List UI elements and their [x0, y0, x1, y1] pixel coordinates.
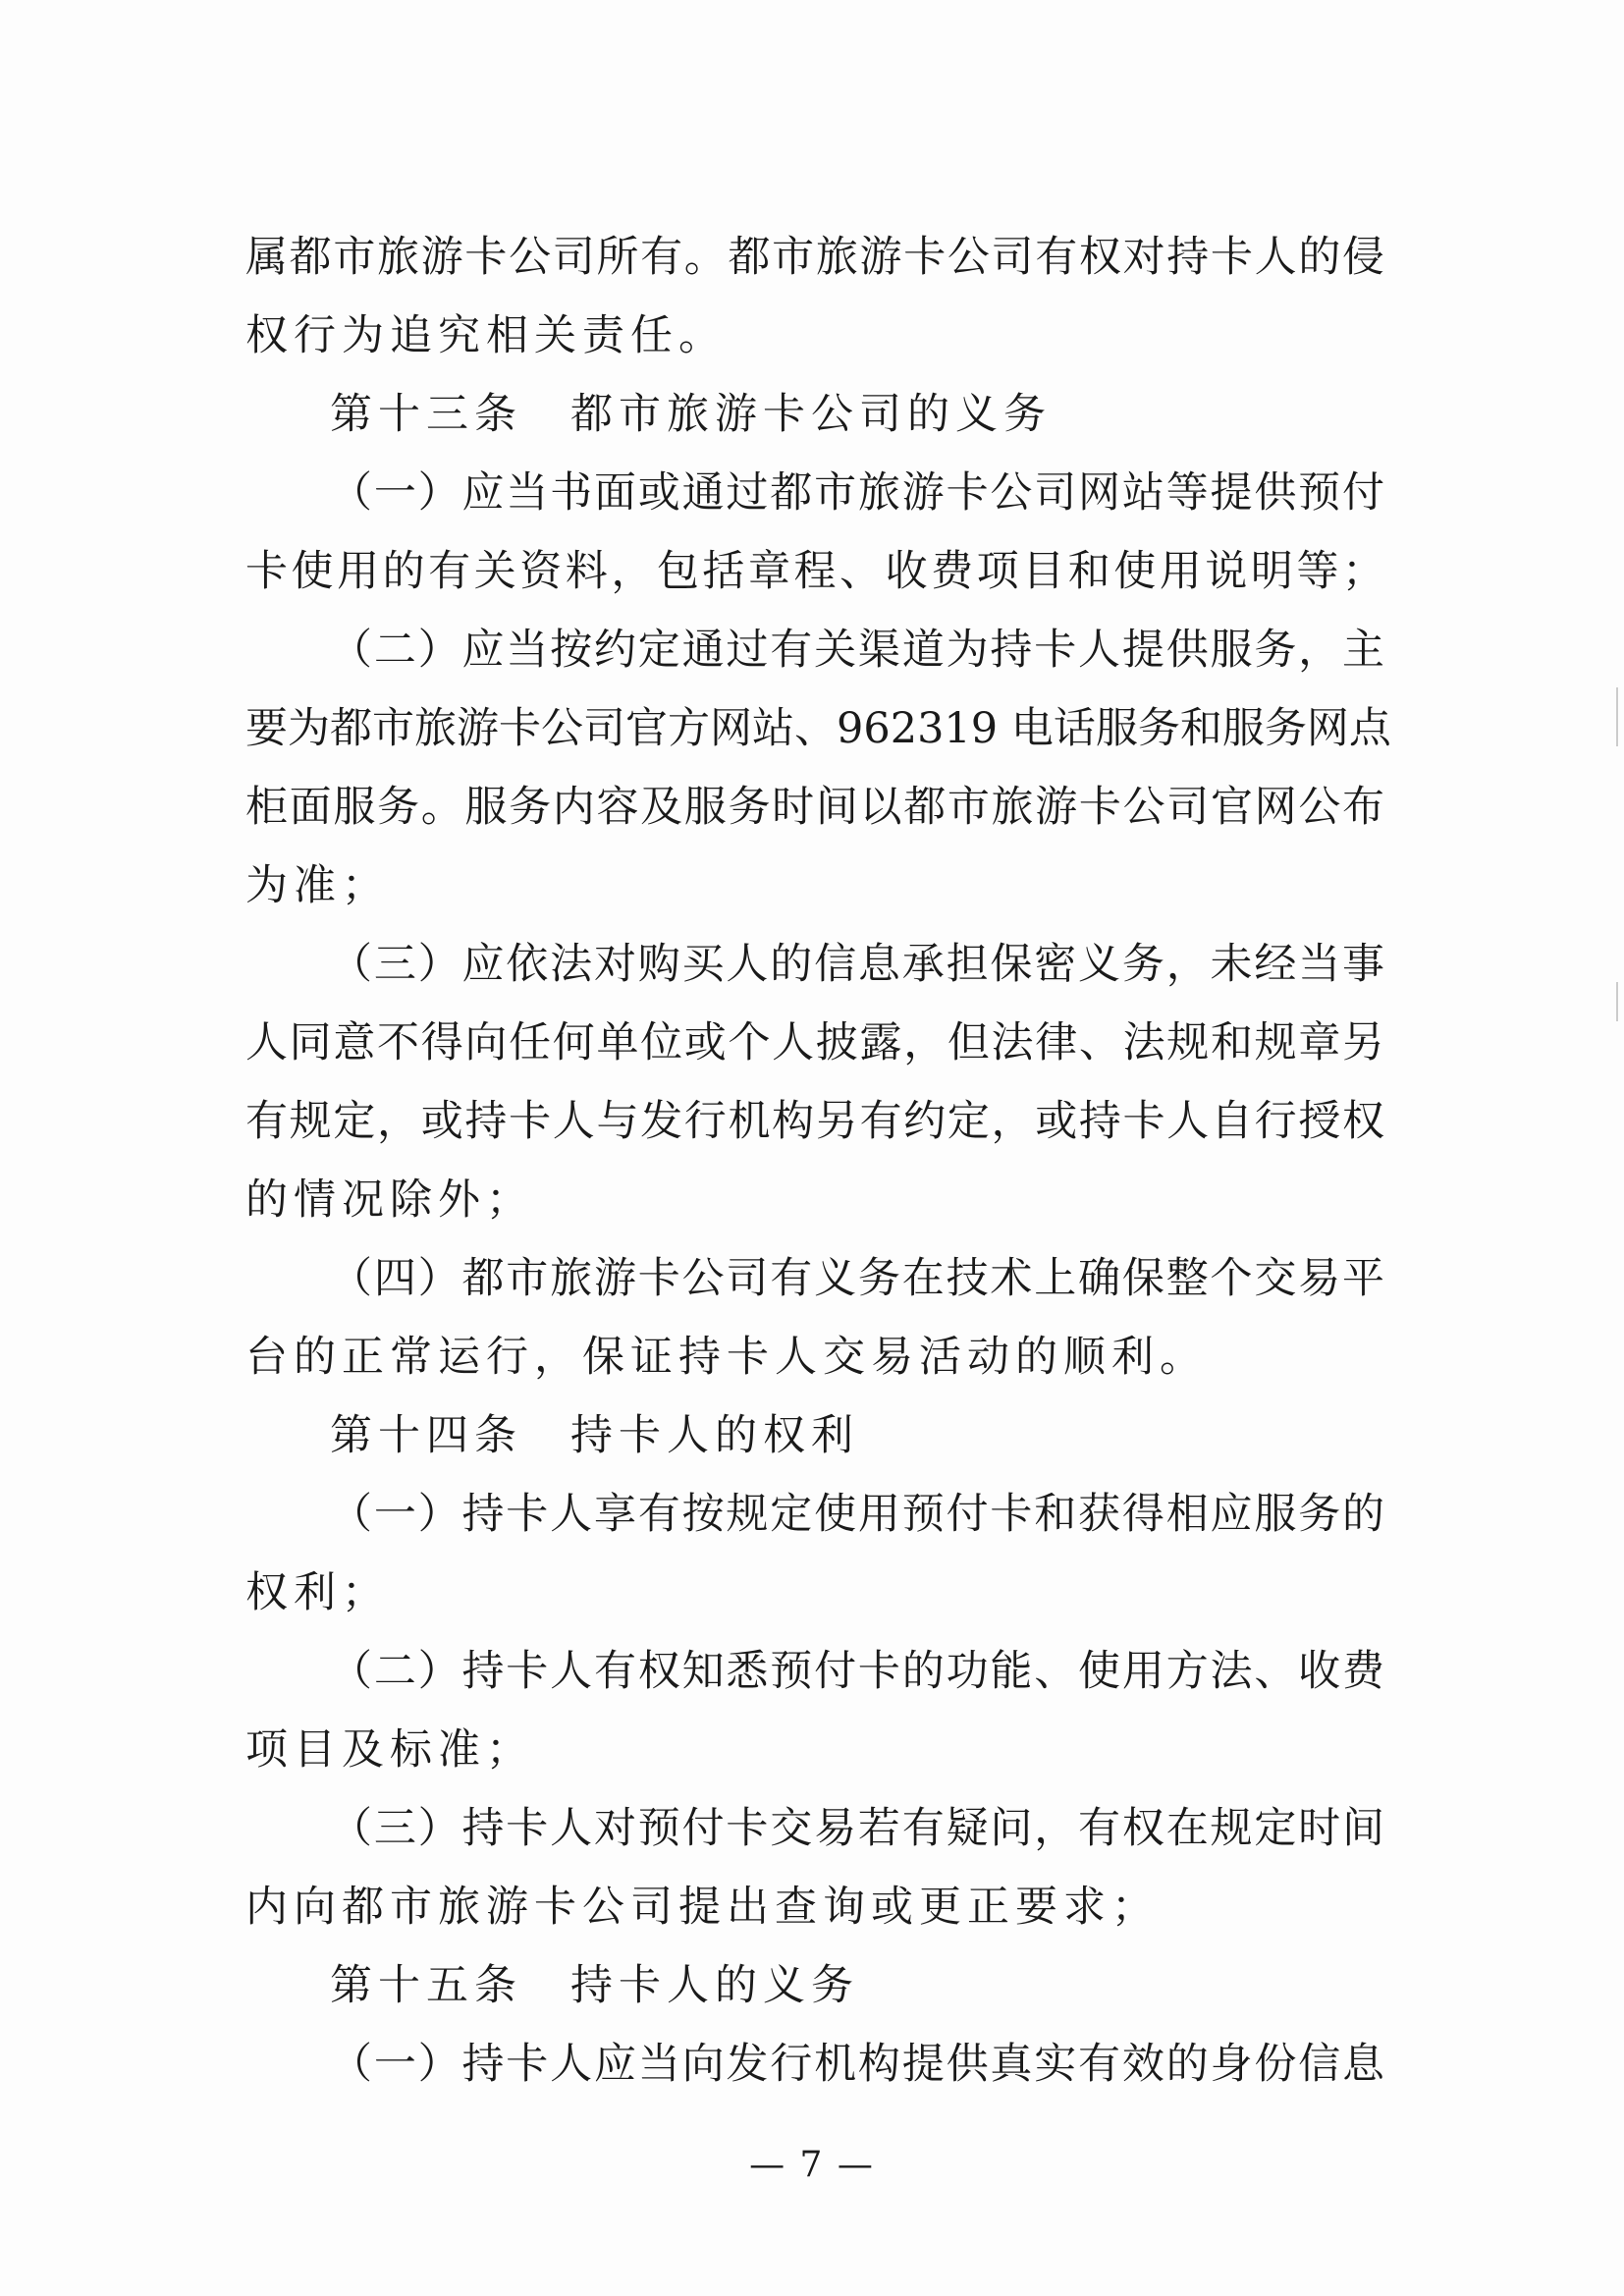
text-line: 柜面服务。服务内容及服务时间以都市旅游卡公司官网公布 — [245, 783, 1384, 832]
text-line: （一）持卡人享有按规定使用预付卡和获得相应服务的 — [330, 1490, 1384, 1539]
text-line: （三）应依法对购买人的信息承担保密义务，未经当事 — [330, 940, 1384, 989]
text-line: 第十三条 都市旅游卡公司的义务 — [330, 390, 1052, 439]
text-line: （一）应当书面或通过都市旅游卡公司网站等提供预付 — [330, 468, 1384, 518]
text-line: 为准； — [245, 861, 390, 910]
text-line: 台的正常运行，保证持卡人交易活动的顺利。 — [245, 1333, 1208, 1382]
text-line: 第十五条 持卡人的义务 — [330, 1961, 859, 2010]
text-line: （三）持卡人对预付卡交易若有疑问，有权在规定时间 — [330, 1804, 1384, 1853]
text-line: 的情况除外； — [245, 1175, 534, 1225]
text-line: 要为都市旅游卡公司官方网站、962319 电话服务和服务网点 — [245, 704, 1391, 753]
text-line: 权利； — [245, 1568, 390, 1617]
document-body — [245, 218, 1391, 2104]
text-line: 项目及标准； — [245, 1725, 534, 1775]
text-line: 人同意不得向任何单位或个人披露，但法律、法规和规章另 — [245, 1018, 1384, 1067]
text-line: 属都市旅游卡公司所有。都市旅游卡公司有权对持卡人的侵 — [245, 233, 1384, 282]
text-line: （二）持卡人有权知悉预付卡的功能、使用方法、收费 — [330, 1647, 1384, 1696]
scan-edge-mark — [1616, 687, 1618, 746]
text-line: 卡使用的有关资料，包括章程、收费项目和使用说明等； — [245, 547, 1384, 596]
text-line: （一）持卡人应当向发行机构提供真实有效的身份信息 — [330, 2040, 1384, 2089]
text-line: 第十四条 持卡人的权利 — [330, 1411, 859, 1460]
text-line: 内向都市旅游卡公司提出查询或更正要求； — [245, 1883, 1160, 1932]
text-line: （四）都市旅游卡公司有义务在技术上确保整个交易平 — [330, 1254, 1384, 1303]
page-number: — 7 — — [749, 2145, 875, 2185]
text-line: 权行为追究相关责任。 — [245, 311, 727, 360]
scan-edge-mark — [1616, 982, 1618, 1021]
text-line: （二）应当按约定通过有关渠道为持卡人提供服务，主 — [330, 626, 1384, 675]
text-line: 有规定，或持卡人与发行机构另有约定，或持卡人自行授权 — [245, 1097, 1384, 1146]
